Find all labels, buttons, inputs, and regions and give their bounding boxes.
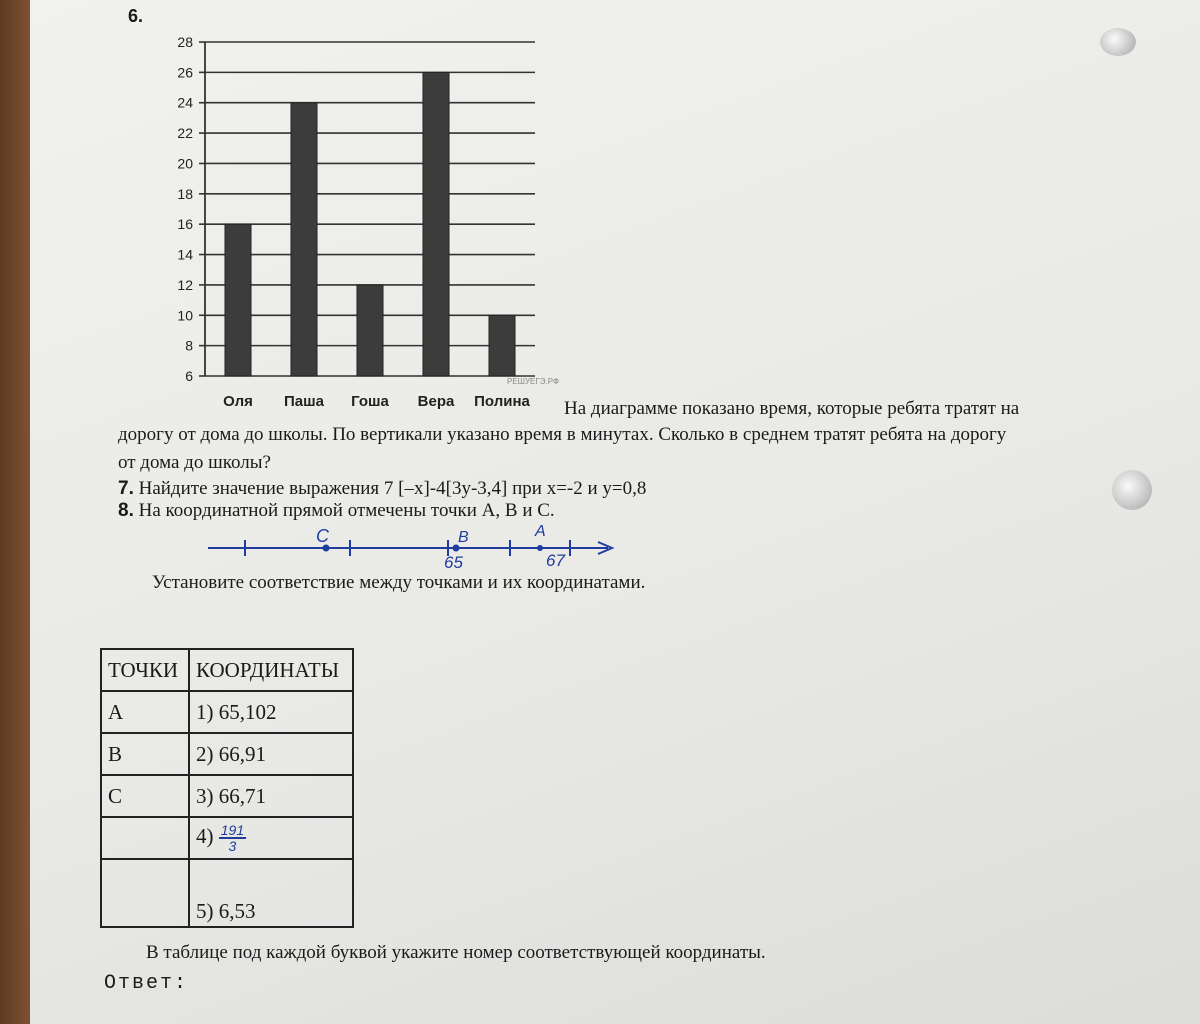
- coord-cell: 1) 65,102: [189, 691, 353, 733]
- coord-cell: 3) 66,71: [189, 775, 353, 817]
- table-row: [101, 859, 353, 927]
- question-7-number: 7.: [118, 478, 134, 499]
- coordinate-line-sketch: [200, 520, 630, 570]
- coord-cell: 5) 6,53: [189, 859, 353, 927]
- punch-hole-middle: [1112, 470, 1152, 510]
- y-tick-label: 20: [177, 155, 193, 172]
- label-b: B: [458, 529, 469, 546]
- q6-text-line2: дорогу от дома до школы. По вертикали указано время в минутах. Сколько в среднем тратят ребята на дорогу: [118, 424, 1007, 445]
- matching-table: [100, 648, 354, 928]
- table-row: [101, 775, 353, 817]
- handwritten-fraction: [219, 823, 246, 853]
- value-65: 65: [444, 553, 463, 570]
- value-67: 67: [546, 551, 565, 570]
- question-8-number: 8.: [118, 500, 134, 521]
- y-tick-label: 8: [185, 337, 193, 354]
- watermark: РЕШУЕГЭ.РФ: [506, 377, 560, 386]
- bar-5: [489, 315, 515, 376]
- y-tick-label: 28: [177, 34, 193, 50]
- bar-3: [357, 285, 383, 376]
- table-row: [101, 691, 353, 733]
- y-tick-label: 6: [185, 368, 193, 384]
- point-cell: C: [101, 775, 189, 817]
- bar-chart: [150, 28, 570, 413]
- question-8: [118, 500, 555, 522]
- y-tick-label: 18: [177, 185, 193, 202]
- point-cell: [101, 817, 189, 859]
- header-coordinates: КООРДИНАТЫ: [189, 649, 353, 691]
- table-row: [101, 817, 353, 859]
- y-tick-label: 24: [177, 94, 193, 111]
- y-tick-label: 10: [177, 307, 193, 324]
- coord-cell: [189, 817, 353, 859]
- point-a-mark: [537, 545, 543, 551]
- point-cell: [101, 859, 189, 927]
- point-cell: A: [101, 691, 189, 733]
- fraction-numerator: 191: [220, 822, 245, 838]
- y-tick-label: 16: [177, 216, 193, 233]
- y-tick-label: 26: [177, 64, 193, 81]
- y-tick-label: 12: [177, 276, 193, 293]
- header-points: ТОЧКИ: [101, 649, 189, 691]
- bar-1: [225, 224, 251, 376]
- table-header-row: [101, 649, 353, 691]
- question-6-number: 6.: [128, 6, 144, 26]
- x-category-label: Полина: [474, 393, 530, 410]
- coord-cell: 2) 66,91: [189, 733, 353, 775]
- x-category-label: Оля: [223, 393, 253, 410]
- question-7-text: Найдите значение выражения 7 [–x]-4[3y-3,4] при x=-2 и y=0,8: [138, 478, 647, 499]
- label-a: A: [535, 523, 546, 540]
- x-category-label: Вера: [417, 393, 455, 410]
- answer-label: Ответ:: [104, 972, 189, 995]
- y-tick-label: 14: [177, 246, 193, 263]
- x-category-label: Паша: [284, 393, 324, 410]
- table-row: [101, 733, 353, 775]
- question-8-text: На координатной прямой отмечены точки А, В и С.: [138, 500, 555, 521]
- label-c: C: [316, 526, 329, 546]
- point-cell: B: [101, 733, 189, 775]
- x-category-label: Гоша: [351, 393, 389, 410]
- match-instruction: Установите соответствие между точками и их координатами.: [152, 572, 646, 593]
- bar-4: [423, 72, 449, 376]
- punch-hole-top: [1100, 28, 1136, 56]
- y-tick-label: 22: [177, 125, 193, 142]
- q6-text-line3: от дома до школы?: [118, 452, 271, 473]
- bar-2: [291, 103, 317, 376]
- coord-4-label: 4): [196, 823, 214, 848]
- question-7: [118, 478, 646, 500]
- q6-text-line1: На диаграмме показано время, которые ребята тратят на: [564, 398, 1020, 419]
- fraction-denominator: 3: [228, 838, 237, 854]
- final-instruction: В таблице под каждой буквой укажите номер соответствующей координаты.: [146, 942, 766, 963]
